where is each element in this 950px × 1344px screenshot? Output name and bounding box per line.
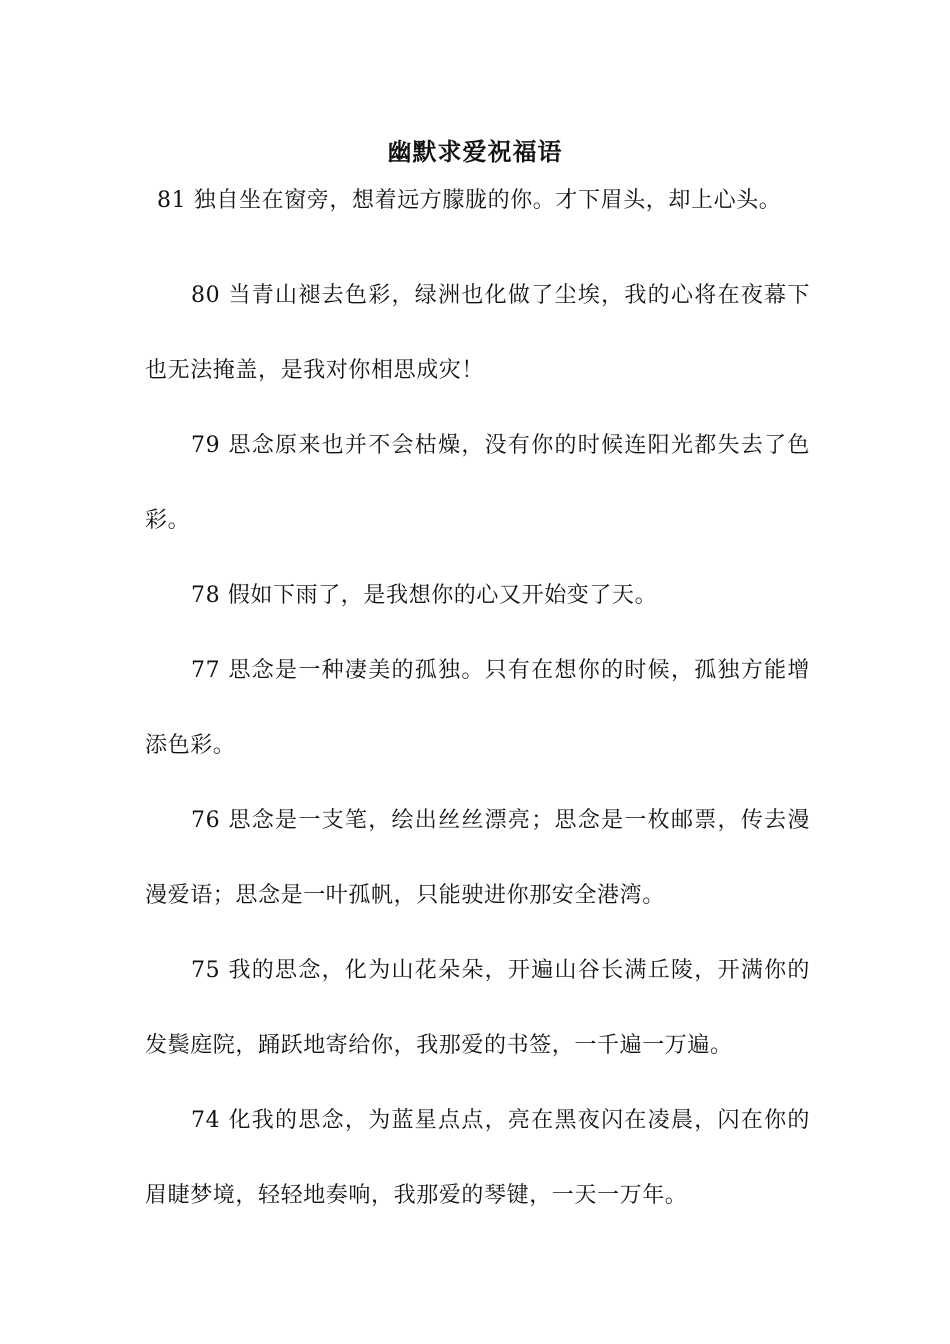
paragraph-74: 74 化我的思念，为蓝星点点，亮在黑夜闪在凌晨，闪在你的眉睫梦境，轻轻地奏响，我那爱的琴键，一天一万年。	[145, 1108, 810, 1208]
paragraph-80: 80 当青山褪去色彩，绿洲也化做了尘埃，我的心将在夜幕下也无法掩盖，是我对你相思成灾！	[145, 283, 810, 383]
paragraph-81: 81 独自坐在窗旁，想着远方朦胧的你。才下眉头，却上心头。	[157, 188, 782, 213]
paragraph-76: 76 思念是一支笔，绘出丝丝漂亮；思念是一枚邮票，传去漫漫爱语；思念是一叶孤帆，只能驶进你那安全港湾。	[145, 808, 810, 908]
paragraph-77: 77 思念是一种凄美的孤独。只有在想你的时候，孤独方能增添色彩。	[145, 658, 810, 758]
document-title: 幽默求爱祝福语	[387, 137, 563, 166]
paragraph-75: 75 我的思念，化为山花朵朵，开遍山谷长满丘陵，开满你的发鬓庭院，踊跃地寄给你，我那爱的书签，一千遍一万遍。	[145, 958, 810, 1058]
paragraph-79: 79 思念原来也并不会枯燥，没有你的时候连阳光都失去了色彩。	[145, 433, 810, 533]
paragraph-78: 78 假如下雨了，是我想你的心又开始变了天。	[191, 583, 658, 608]
document-body	[145, 183, 810, 1233]
